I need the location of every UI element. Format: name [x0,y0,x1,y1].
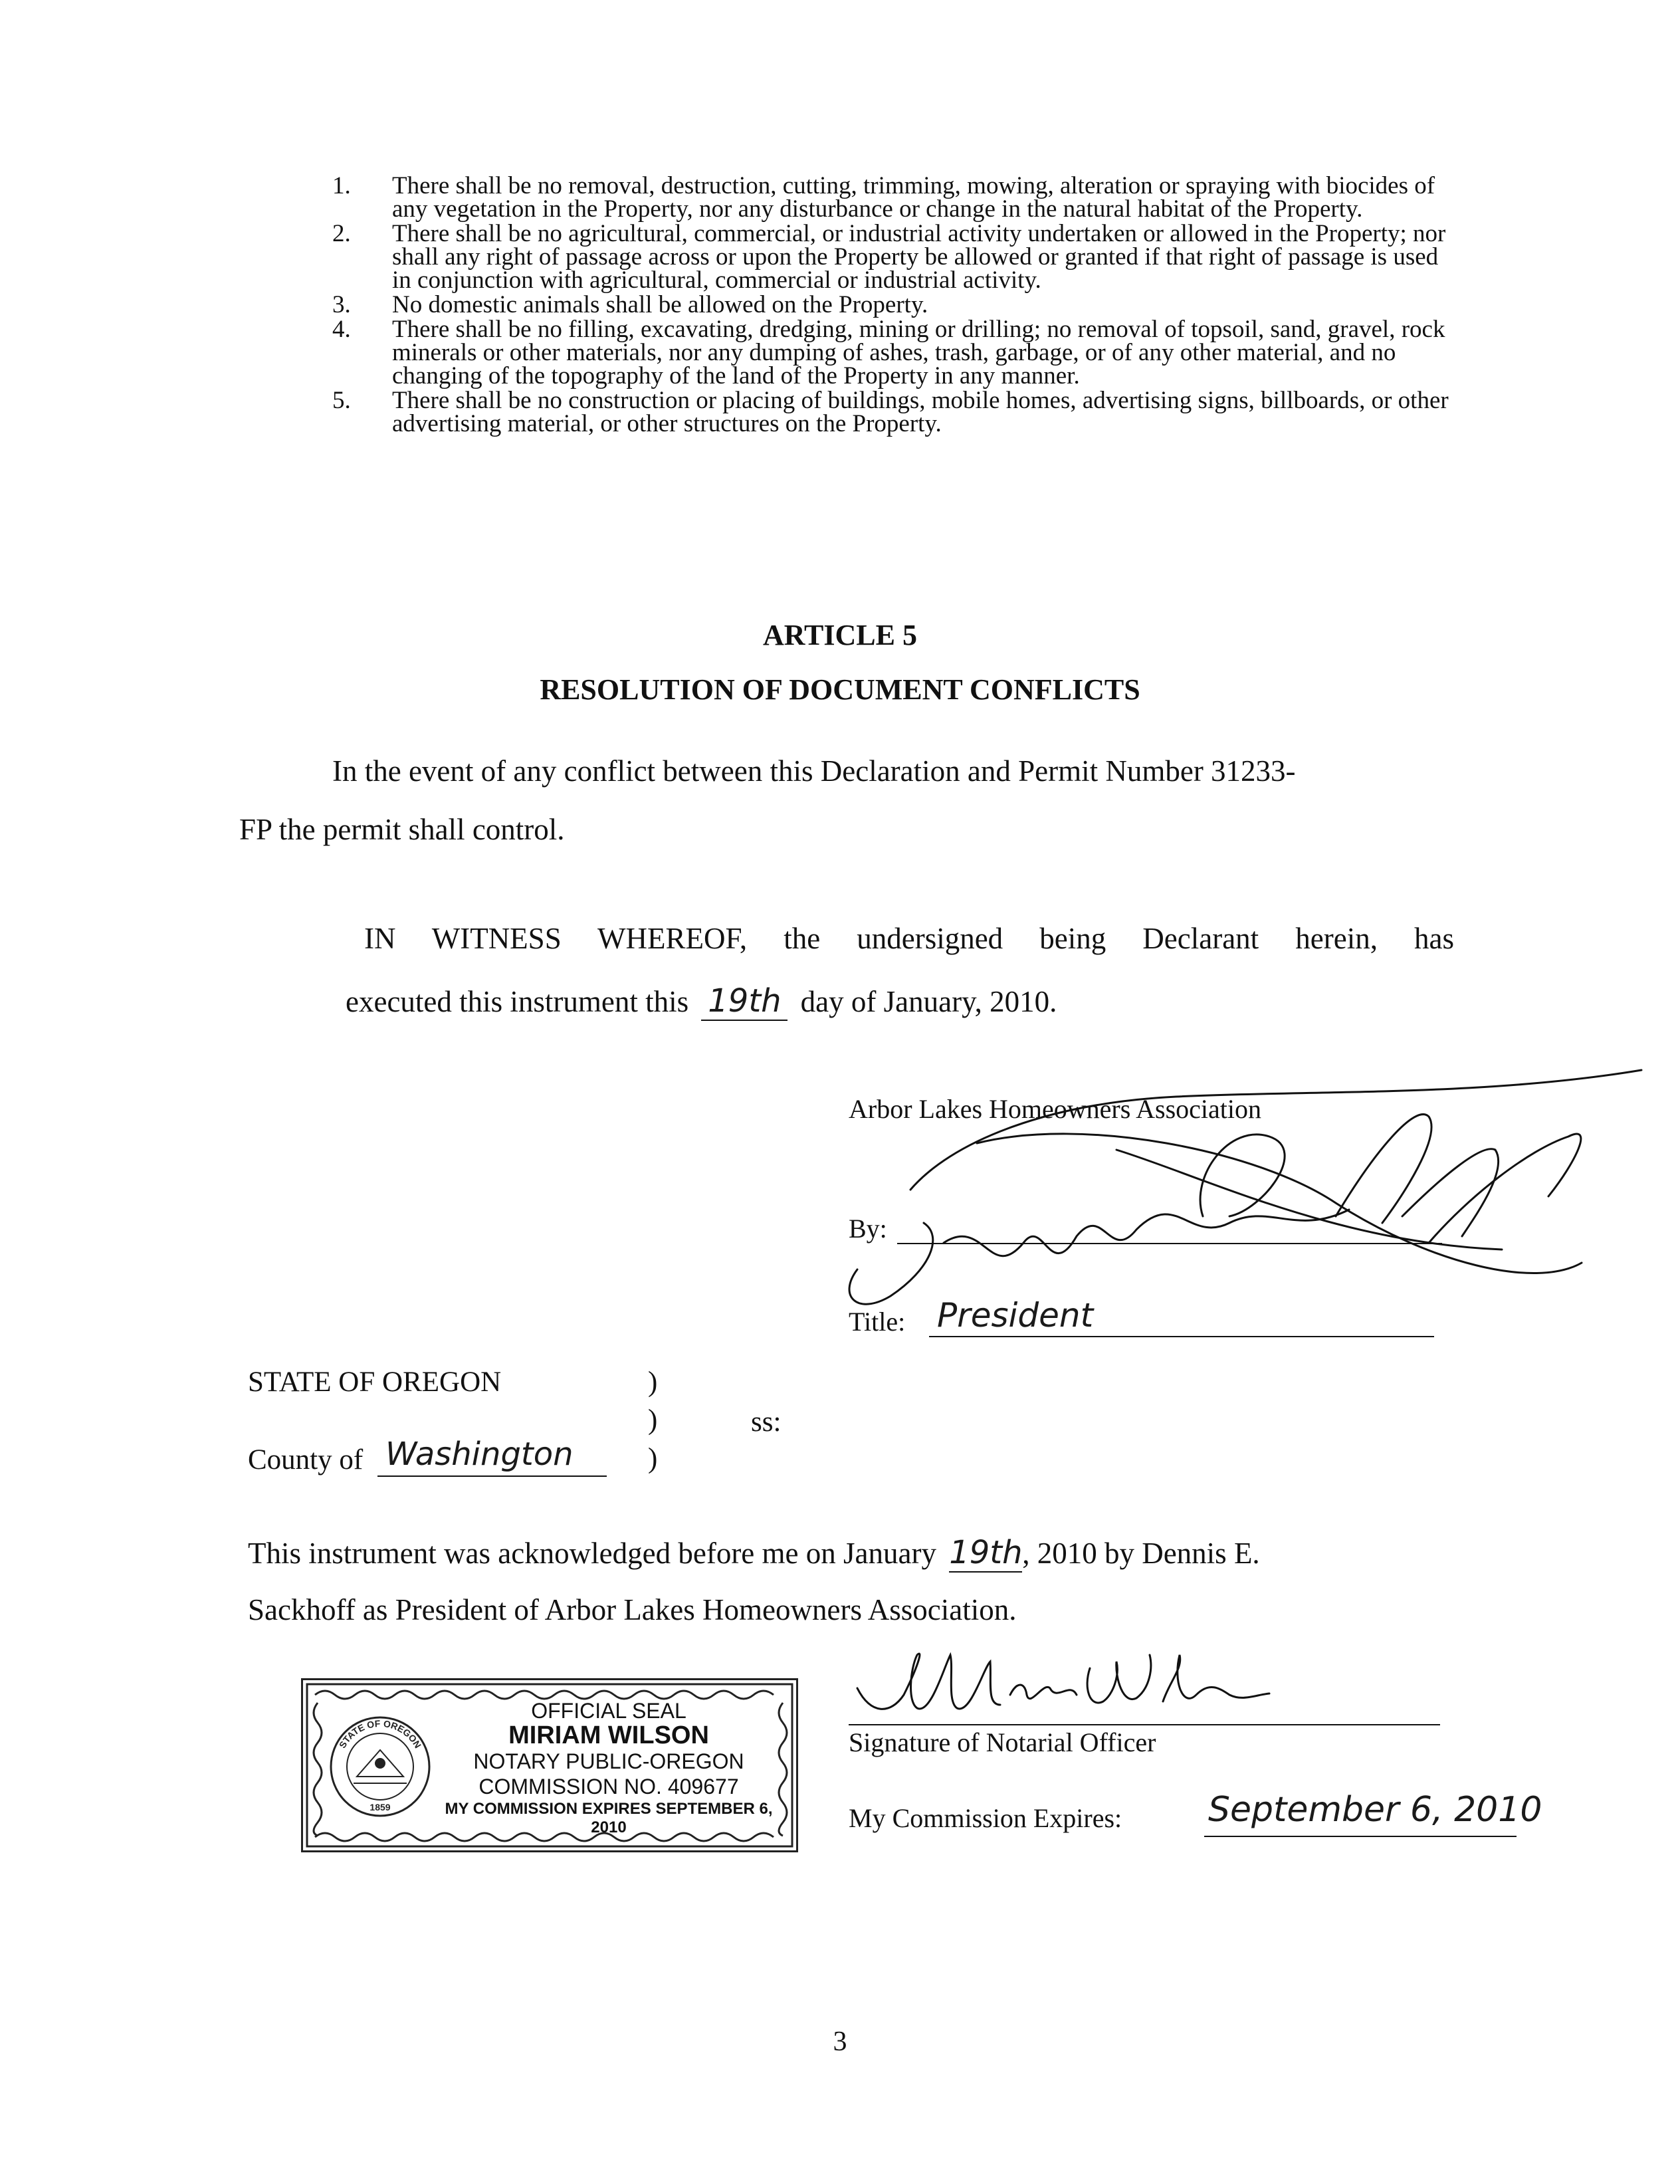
list-item-text: There shall be no agricultural, commercial, or industrial activity undertaken or allowed in the Property; nor shall any right of passage across or upon the Property be allowed or granted if that right of passage is used in conjunction with agricultural, commercial or industrial activity. [392,220,1446,294]
list-item-number: 1. [332,172,351,199]
venue-paren-1: ) [648,1366,658,1398]
county-handwritten: Washington [385,1436,574,1473]
restrictions-list [332,174,1462,437]
article-paragraph-line1: In the event of any conflict between this Declaration and Permit Number 31233- [332,754,1296,788]
list-item [332,174,1462,221]
president-signature [831,1043,1655,1323]
list-item-number: 4. [332,316,351,343]
title-label: Title: [849,1307,906,1337]
notary-signature [851,1642,1276,1728]
witness-line1: IN WITNESS WHEREOF, the undersigned being Declarant herein, has [364,922,1454,955]
seal-line-notary: NOTARY PUBLIC-OREGON [473,1749,744,1773]
list-item-number: 2. [332,220,351,247]
list-item [332,389,1462,435]
commission-expires-handwritten: September 6, 2010 [1208,1790,1542,1830]
witness-line2 [346,982,1475,1021]
seal-line-expires: MY COMMISSION EXPIRES SEPTEMBER 6, 2010 [445,1800,773,1836]
by-label: By: [849,1214,887,1244]
list-item-text: There shall be no construction or placing of buildings, mobile homes, advertising signs, billboards, or other advertising material, or other structures on the Property. [392,387,1449,437]
venue-paren-3: ) [648,1443,658,1474]
acknowledgment-line1 [248,1534,1511,1573]
acknowledgment-line1-post: , 2010 by Dennis E. [1022,1537,1260,1570]
county-label: County of [248,1444,364,1475]
list-item-text: No domestic animals shall be allowed on the Property. [392,291,928,318]
page-number: 3 [833,2026,847,2057]
notary-seal [301,1678,798,1852]
execution-day-handwritten: 19th [708,982,782,1020]
list-item [332,318,1462,387]
commission-expires-label: My Commission Expires: [849,1803,1122,1833]
list-item [332,222,1462,292]
article-title: RESOLUTION OF DOCUMENT CONFLICTS [540,673,1140,706]
venue-paren-2: ) [648,1404,658,1436]
commission-expires-line [1204,1836,1517,1837]
acknowledgment-date-handwritten: 19th [949,1534,1023,1571]
acknowledgment-line1-pre: This instrument was acknowledged before me on January [248,1537,936,1570]
list-item-number: 5. [332,387,351,414]
notary-signature-label: Signature of Notarial Officer [849,1727,1156,1757]
acknowledgment-date-field [949,1534,1022,1573]
list-item-number: 3. [332,291,351,318]
seal-line-commission: COMMISSION NO. 409677 [478,1775,739,1799]
oregon-state-seal-icon [327,1713,433,1820]
notary-signature-line [849,1724,1440,1725]
witness-line2-post: day of January, 2010. [800,985,1057,1018]
list-item-text: There shall be no filling, excavating, dredging, mining or drilling; no removal of topsoil, sand, gravel, rock minerals or other materials, nor any dumping of ashes, trash, garbage, or of any other material, and no changing of the topography of the land of the Property in any manner. [392,316,1445,389]
article-number: ARTICLE 5 [763,619,917,651]
witness-line2-pre: executed this instrument this [346,985,689,1018]
seal-line-name: MIRIAM WILSON [508,1721,709,1749]
seal-line-official: OFFICIAL SEAL [531,1699,686,1723]
seal-emblem-text: STATE OF OREGON [336,1717,424,1750]
seal-emblem-year: 1859 [369,1802,391,1812]
county-line [377,1475,607,1477]
association-name: Arbor Lakes Homeowners Association [849,1094,1261,1124]
acknowledgment-line2: Sackhoff as President of Arbor Lakes Homeowners Association. [248,1593,1017,1626]
ss-label: ss: [751,1406,782,1438]
list-item [332,293,1462,316]
title-handwritten: President [937,1296,1094,1335]
title-line [929,1336,1434,1337]
list-item-text: There shall be no removal, destruction, cutting, trimming, mowing, alteration or spraying with biocides of any vegetation in the Property, nor any disturbance or change in the natural habitat of the Property. [392,172,1435,223]
execution-day-field [701,982,788,1021]
state-label: STATE OF OREGON [248,1366,502,1398]
article-paragraph-line2: FP the permit shall control. [239,813,565,846]
